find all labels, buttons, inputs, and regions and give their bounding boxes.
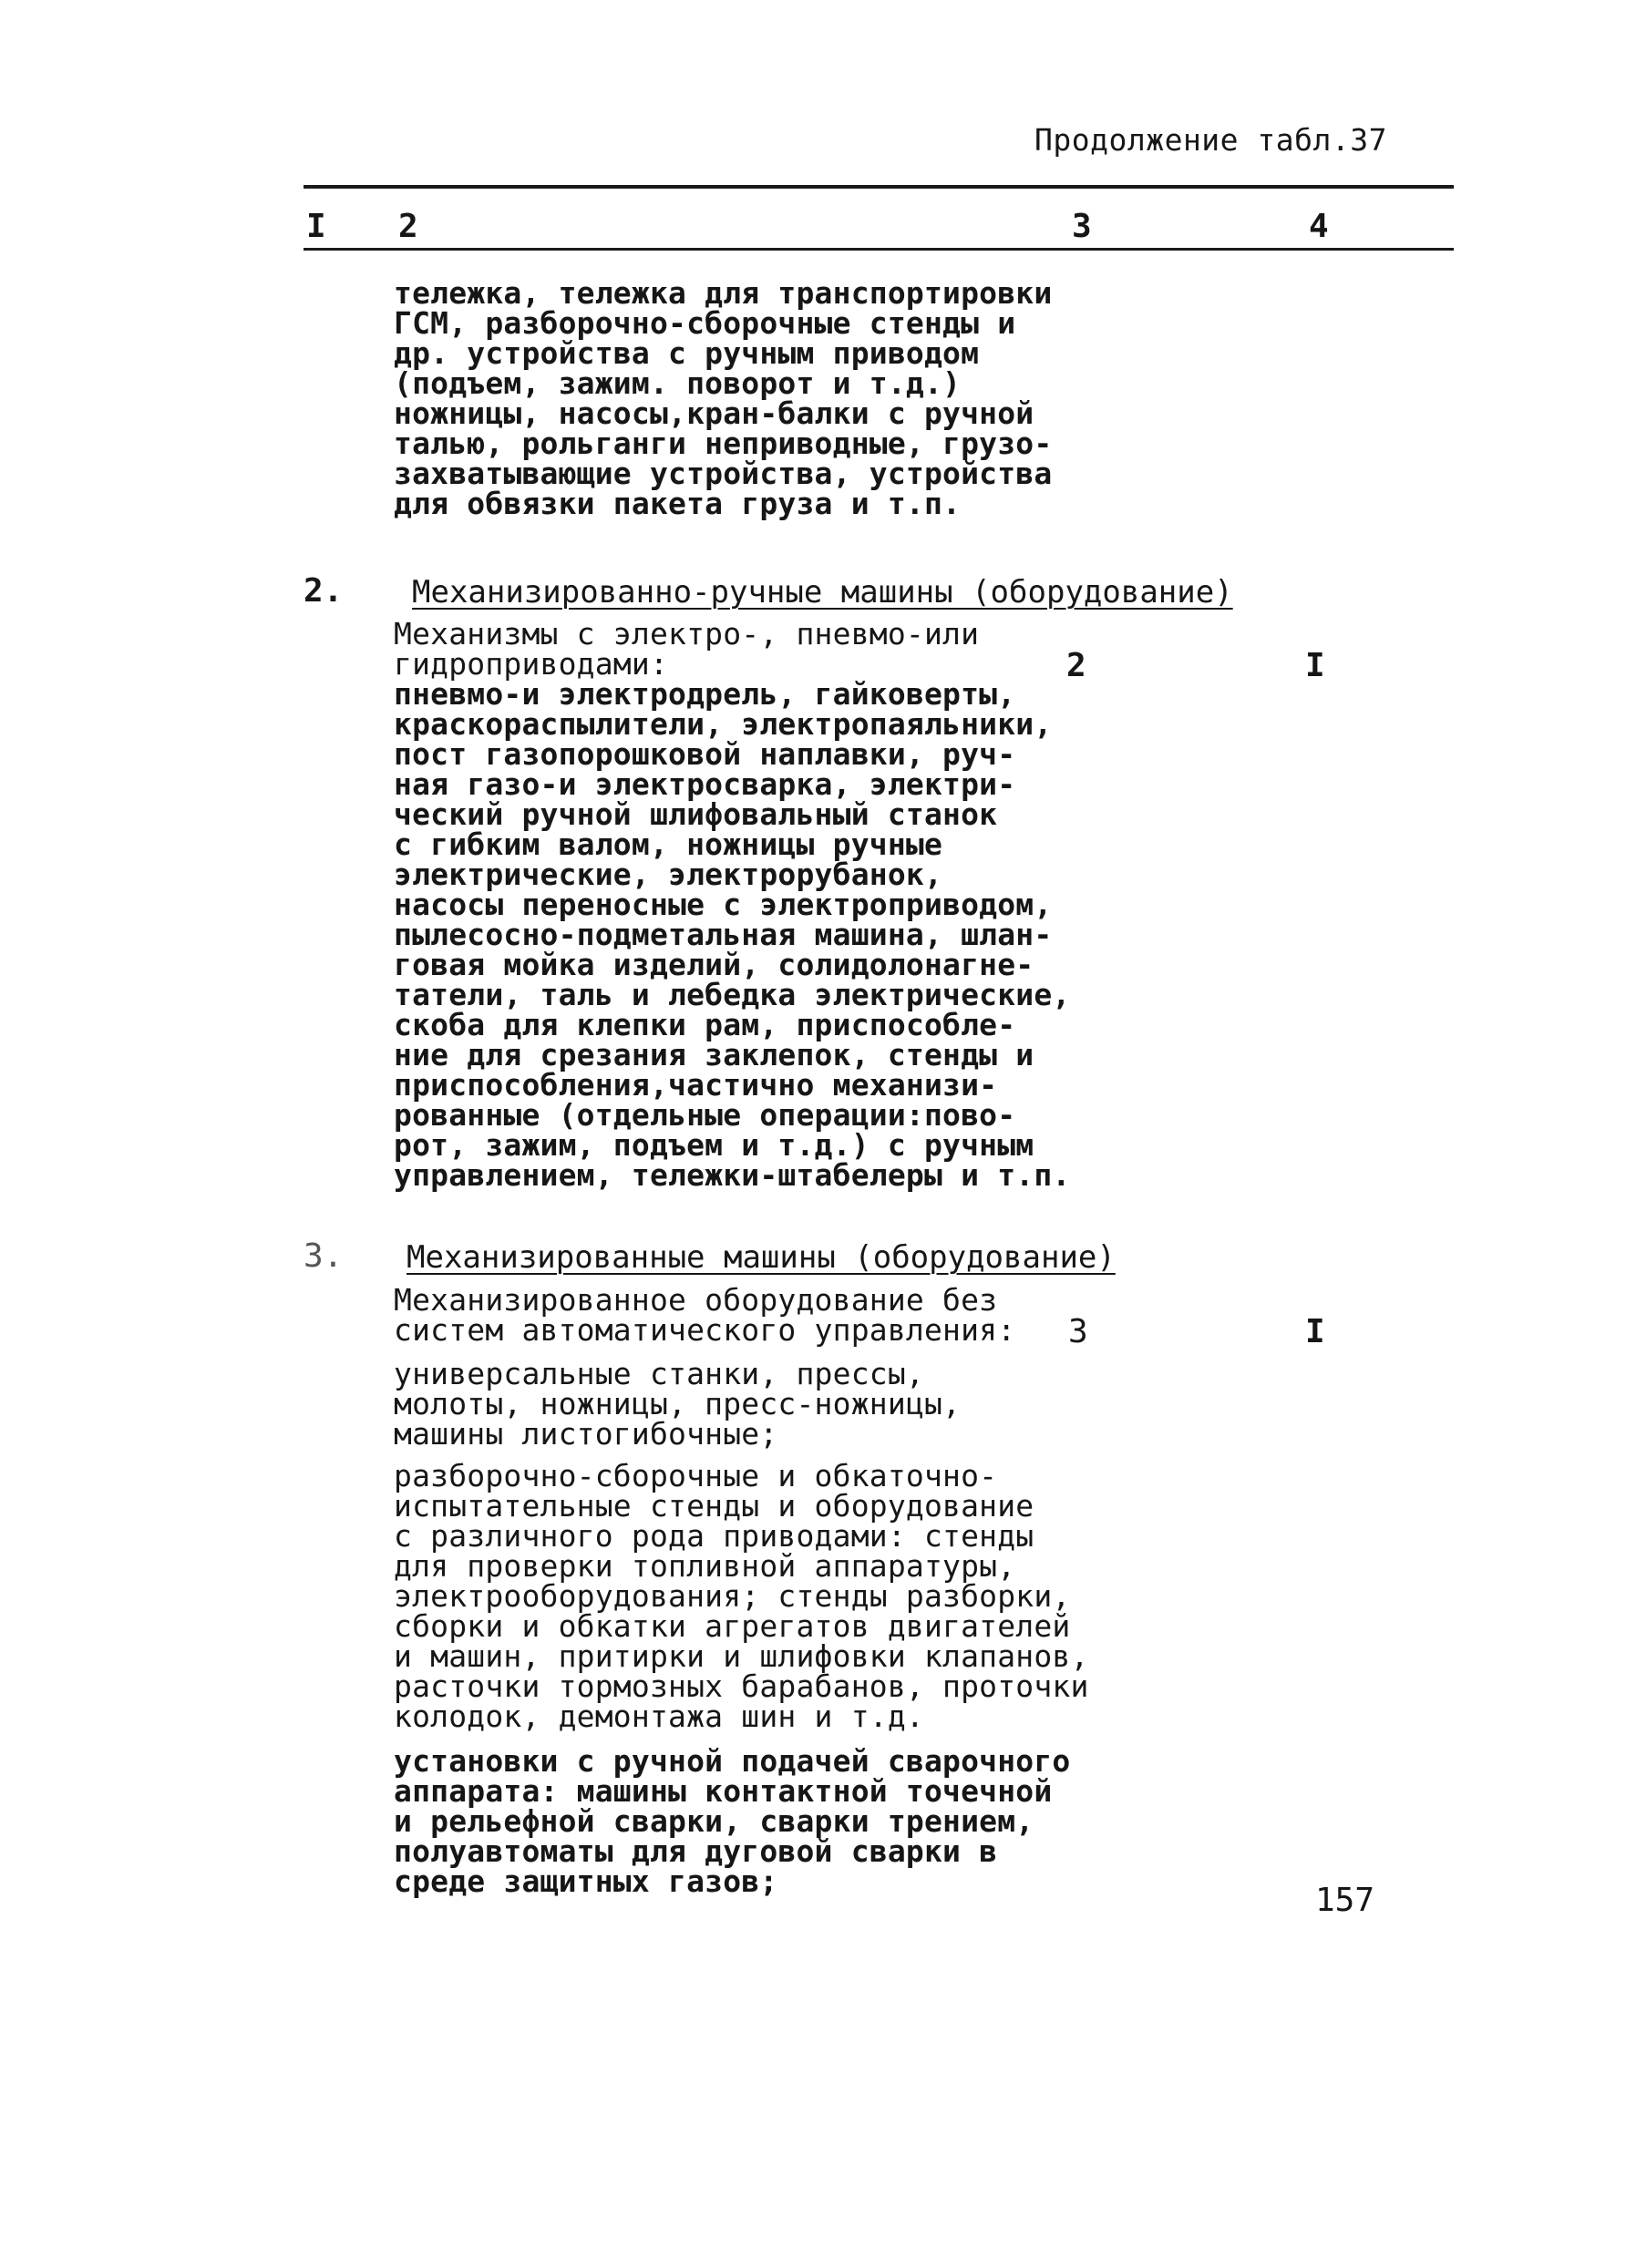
section-2-heading: Механизированно-ручные машины (оборудование) [412, 574, 1233, 611]
section-2-number: 2. [304, 572, 344, 610]
table-continuation-caption: Продолжение табл.37 [1034, 122, 1387, 158]
section-2-equipment-list: пневмо-и электродрель, гайковерты, краскораспылители, электропаяльники, пост газопорошковой наплавки, руч- ная газо-и электросварка, электри- ческий ручной шлифовальный станок с гибким валом, ножницы ручные электрические, электрорубанок, насосы переносные с электроприводом, пылесосно-подметальная машина, шлан- говая мойка изделий, солидолонагне- татели, таль и лебедка электрические, скоба для клепки рам, приспособле- ние для срезания заклепок, стенды и приспособления,частично механизи- рованные (отдельные операции:пово- рот, зажим, подъем и т.д.) с ручным управлением, тележки-штабелеры и т.п. [394, 676, 1071, 1193]
column-header-1: I [306, 208, 326, 245]
table-top-rule [304, 185, 1454, 189]
section-3-heading: Механизированные машины (оборудование) [406, 1239, 1116, 1276]
section-1-continued-text: тележка, тележка для транспортировки ГСМ, разборочно-сборочные стенды и др. устройства с ручным приводом (подъем, зажим. поворот и т.д.) ножницы, насосы,кран-балки с ручной талью, рольганги неприводные, грузо- захватывающие устройства, устройства для обвязки пакета груза и т.п. [394, 275, 1053, 521]
page-number: 157 [1315, 1882, 1375, 1919]
table-header-rule [304, 248, 1454, 251]
section-3-intro: Механизированное оборудование без систем автоматического управления: [394, 1282, 1016, 1348]
column-header-4: 4 [1309, 208, 1329, 245]
section-3-paragraph-1: универсальные станки, прессы, молоты, ножницы, пресс-ножницы, машины листогибочные; [394, 1356, 962, 1452]
section-2-intro: Механизмы с электро-, пневмо-или гидроприводами: [394, 616, 980, 682]
column-header-3: 3 [1072, 208, 1092, 245]
section-3-paragraph-2: разборочно-сборочные и обкаточно- испытательные стенды и оборудование с различного рода приводами: стенды для проверки топливной аппаратуры, электрооборудования; стенды разборки, сборки и обкатки агрегатов двигателей и машин, притирки и шлифовки клапанов, расточки тормозных барабанов, проточки колодок, демонтажа шин и т.д. [394, 1458, 1089, 1734]
section-2-column-4-value: I [1305, 647, 1325, 684]
section-2-column-3-value: 2 [1066, 647, 1086, 684]
section-3-number: 3. [304, 1237, 344, 1275]
section-3-paragraph-3: установки с ручной подачей сварочного аппарата: машины контактной точечной и рельефной сварки, сварки трением, полуавтоматы для дуговой сварки в среде защитных газов; [394, 1743, 1071, 1899]
section-3-column-4-value: I [1305, 1313, 1325, 1350]
section-3-column-3-value: 3 [1068, 1313, 1088, 1350]
column-header-2: 2 [398, 208, 418, 245]
